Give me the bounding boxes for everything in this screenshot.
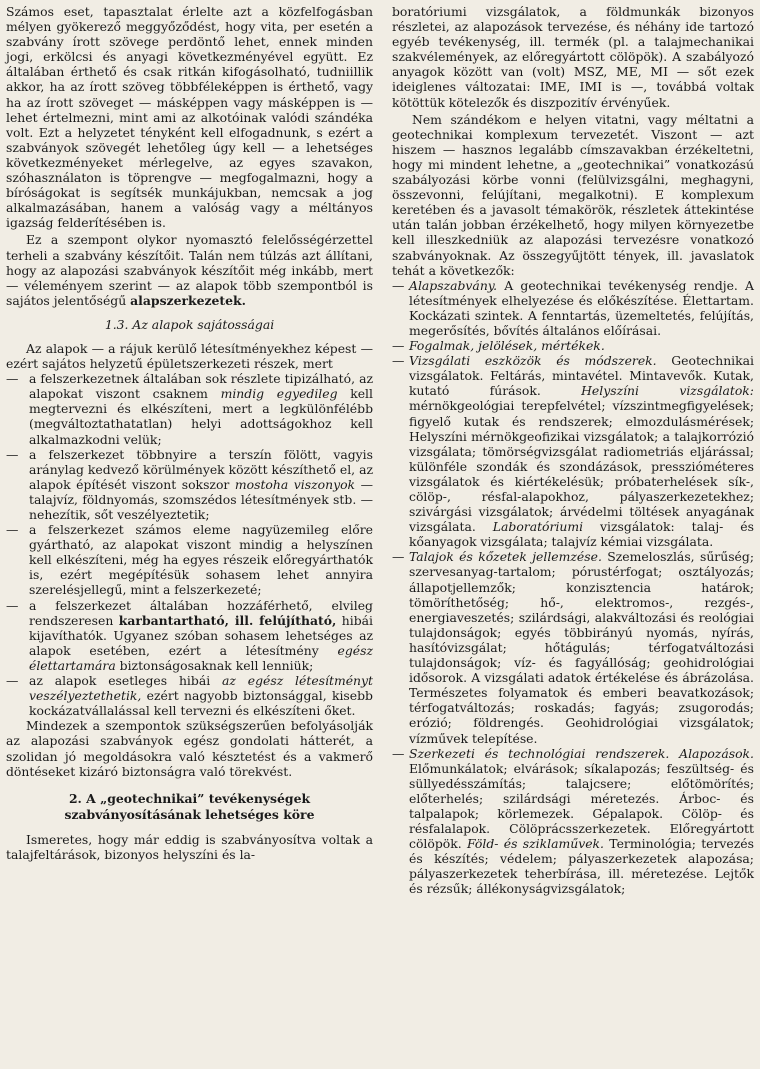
list-item: — a felszerkezet számos eleme nagyüzemileg előre gyártható, az alapokat viszont mindig a helyszínen kell elkészíteni, még ha egyes részeik előregyárthatók is, ezért megépítésük sohasem lehet annyira szerelésjellegű, mint a felszerkezeté;	[6, 522, 373, 597]
paragraph: Ez a szempont olykor nyomasztó felelősségérzettel terheli a szabvány készítőit. Talán nem túlzás azt állítani, hogy az alapozási szabványok készítőit még inkább, mert — véleményem szerint — az alapok több szempontból is sajátos jelentőségű alapszerkezetek.	[6, 232, 373, 308]
list-item: — az alapok esetleges hibái az egész létesítményt veszélyeztethetik, ezért nagyobb biztonsággal, kisebb kockázatvállalással kell tervezni és elkészíteni őket.	[6, 673, 373, 718]
section-heading-line: szabványosításának lehetséges köre	[64, 806, 315, 822]
paragraph: Mindezek a szempontok szükségszerűen befolyásolják az alapozási szabványok egész gondolati hátterét, a szolidan jó megoldásokra való késztetést és a vakmerő döntéseket kizáró biztonságra való törekvést.	[6, 718, 373, 779]
paragraph: Számos eset, tapasztalat érlelte azt a közfelfogásban mélyen gyökerező meggyőződést, hogy vita, per esetén a szabvány írott szövege perdöntő lehet, ennek minden jogi, erkölcsi és anyagi következményével együtt. Ez általában érthető és csak ritkán kifogásolható, tudniillik akkor, ha az írott szöveg többféleképpen is érthető, vagy ha az írott szöveget — másképpen vagy másképpen is — lehet értelmezni, mint ami az alkotóinak valódi szándéka volt. Ezt a helyzetet tényként kell elfogadnunk, s ezért a szabványok szövegét lehetőleg úgy kell — a lehetséges következményeket mérlegelve, az egyes szavakon, szóhasználaton is töprengve — megfogalmazni, hogy a bíróságokat is segítsék munkájukban, nemcsak a jog alkalmazásában, hanem a valóság vagy a méltányos igazság felderítésében is.	[6, 4, 373, 231]
list-item: — Vizsgálati eszközök és módszerek. Geotechnikai vizsgálatok. Feltárás, mintavétel. Mintavevők. Kutak, kutató fúrások. Helyszíni vizsgálatok: mérnökgeológiai terepfelvétel; vízszintmegfigyelések; figyelő kutak és rendszerek; elmozdulásmérések; Helyszíni mérnökgeofizikai vizsgálatok; a talajkorrózió vizsgálata; tömörségvizsgálat radiometriás eljárással; különféle szondák és szondázások, presszióméteres vizsgálatok és kiértékelésük; próbaterhelések sík-, cölöp-, résfal-alapokhoz, pályaszerkezetekhez; szivárgási vizsgálatok; árvédelmi töltések anyagának vizsgálata. Laboratóriumi vizsgálatok: talaj- és kőanyagok vizsgálata; talajvíz kémiai vizsgálata.	[392, 353, 754, 549]
section-heading-line: 2. A „geotechnikai” tevékenységek	[68, 790, 311, 806]
paragraph: boratóriumi vizsgálatok, a földmunkák bizonyos részletei, az alapozások tervezése, és néhány ide tartozó egyéb tevékenység, ill. termék (pl. a talajmechanikai szakvélemények, az előregyártott cölöpök). A szabályozó anyagok között van (volt) MSZ, ME, MI — sőt ezek ideiglenes változatai: IME, IMI is —, továbbá voltak kötöttük kötelezők és diszpozitív érvényűek.	[392, 4, 754, 110]
paragraph: Nem szándékom e helyen vitatni, vagy méltatni a geotechnikai komplexum tervezetét. Viszont — azt hiszem — hasznos legalább címszavakban érzékeltetni, hogy mi mindent lehetne, a „geotechnikai” vonatkozású szabályozási körbe vonni (felülvizsgálni, meghagyni, összevonni, felújítani, megalkotni). E komplexum keretében és a javasolt témakörök, részletek áttekintése után talán jobban érzékelhető, hogy milyen környezetbe kell illeszkedniük az alapozási tervezésre vonatkozó szabványoknak. Az összegyűjtött tények, ill. javaslatok tehát a következők:	[392, 111, 754, 278]
dash-list	[392, 278, 754, 897]
list-item: — a felszerkezetnek általában sok részlete tipizálható, az alapokat viszont csaknem mindig egyedileg kell megtervezni és elkészíteni, mert a legkülönfélébb (megváltoztathatatlan) helyi adottságokhoz kell alkalmazkodni velük;	[6, 371, 373, 446]
list-item: — Szerkezeti és technológiai rendszerek. Alapozások. Előmunkálatok; elvárások; síkalapozás; feszültség- és süllyedésszámítás; talajcsere; előtömörítés; előterhelés; szilárdsági méretezés. Árboc- és talpalapok; körlemezek. Gépalapok. Cölöp- és résfalalapok. Cölöprácsszerkezetek. Előregyártott cölöpök. Föld- és sziklaművek. Terminológia; tervezés és készítés; védelem; pályaszerkezetek alapozása; pályaszerkezetek teherbírása, ill. méretezése. Lejtők és rézsűk; állékonyságvizsgálatok;	[392, 746, 754, 897]
list-item: — Alapszabvány. A geotechnikai tevékenység rendje. A létesítmények elhelyezése és előkészítése. Élettartam. Kockázati szintek. A fenntartás, üzemeltetés, felújítás, megerősítés, bővítés általános előírásai.	[392, 278, 754, 338]
list-item: — a felszerkezet általában hozzáférhető, elvileg rendszeresen karbantartható, ill. felújítható, hibái kijavíthatók. Ugyanez szóban sohasem lehetséges az alapok esetében, ezért a létesítmény egész élettartamára biztonságosaknak kell lenniük;	[6, 598, 373, 673]
section-heading-1-3: 1.3. Az alapok sajátosságai	[104, 316, 275, 332]
paragraph: Az alapok — a rájuk kerülő létesítményekhez képest — ezért sajátos helyzetű épületszerkezeti részek, mert	[6, 340, 373, 372]
list-item: — Fogalmak, jelölések, mértékek.	[392, 338, 754, 353]
list-item: — Talajok és kőzetek jellemzése. Szemeloszlás, sűrűség; szervesanyag-tartalom; pórustérfogat; osztályozás; állapotjellemzők; konzisztencia határok; tömöríthetőség; hő-, elektromos-, rezgés-, energiaveszetés; szilárdsági, alakváltozási és reológiai tulajdonságok; egyés többirányú nyomás, nyírás, hasítóvizsgálat; hőtágulás; térfogatváltozási tulajdonságok; víz- és fagyállóság; geohidrológiai idősorok. A vizsgálati adatok értékelése és ábrázolása. Természetes folyamatok és emberi beavatkozások; térfogatváltozás; roskadás; fagyás; zsugorodás; erózió; földrengés. Geohidrológiai vizsgálatok; vízművek telepítése.	[392, 549, 754, 745]
dash-list	[6, 371, 373, 718]
list-item: — a felszerkezet többnyire a terszín fölött, vagyis aránylag kedvező körülmények között készíthető el, az alapok építését viszont sokszor mostoha viszonyok — talajvíz, földnyomás, szomszédos létesítmények stb. — nehezítik, sőt veszélyeztetik;	[6, 447, 373, 522]
left-column	[6, 4, 373, 862]
paragraph: Ismeretes, hogy már eddig is szabványosítva voltak a talajfeltárások, bizonyos helyszíni és la-	[6, 831, 373, 862]
section-heading-2	[6, 791, 373, 823]
right-column	[392, 4, 754, 897]
